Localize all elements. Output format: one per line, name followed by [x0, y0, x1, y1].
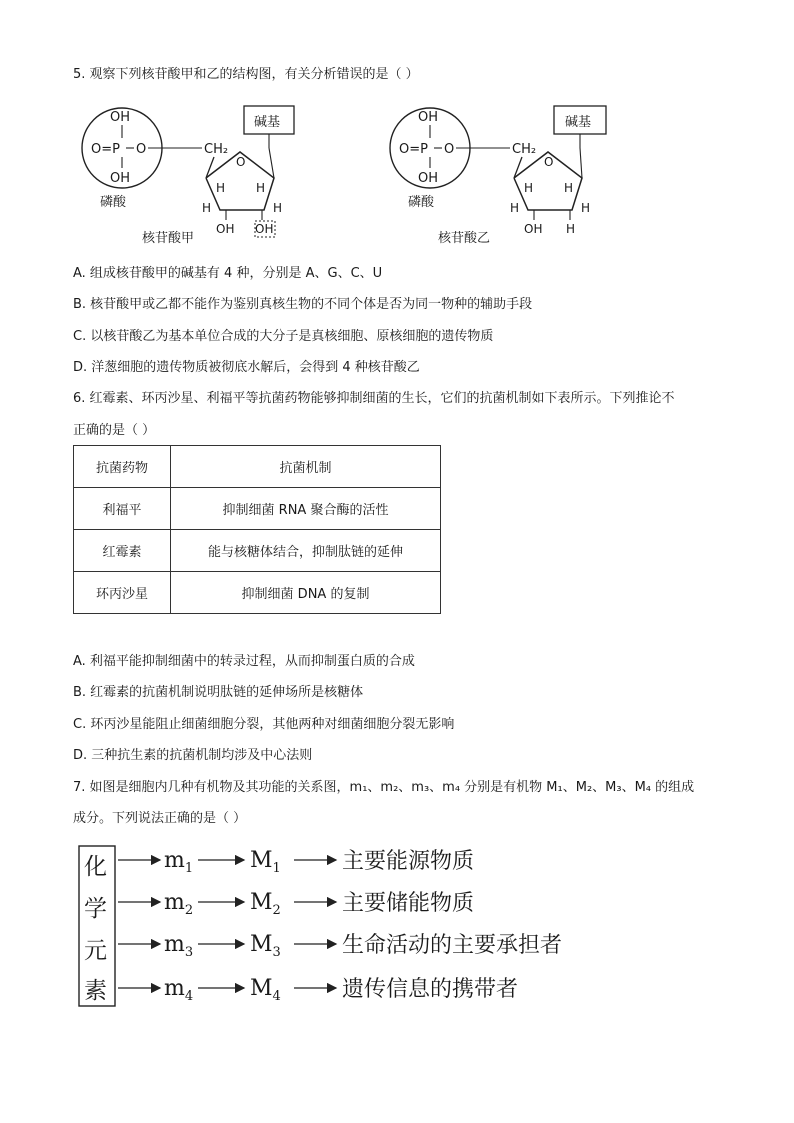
table-header-row: [74, 446, 441, 488]
q6-option-d: D. 三种抗生素的抗菌机制均涉及中心法则: [73, 748, 313, 763]
table-row: [74, 530, 441, 572]
antibiotic-mechanism-table: [73, 445, 441, 614]
h-bottom-right: H: [273, 201, 283, 215]
element-char: 元: [84, 938, 107, 964]
m1-label: $m_1$: [164, 848, 194, 876]
flow-row-1: [118, 848, 474, 876]
table-header: 抗菌机制: [171, 446, 441, 488]
organic-compound-flow-diagram: [74, 840, 634, 1012]
h-left: H: [524, 181, 534, 195]
base-label: 碱基: [254, 115, 281, 130]
M1-label: $M_1$: [250, 848, 281, 876]
q7-stem-line1: 7. 如图是细胞内几种有机物及其功能的关系图，m₁、m₂、m₃、m₄ 分别是有机物 M₁、M₂、M₃、M₄ 的组成: [73, 780, 695, 795]
h-bottom: H: [566, 222, 576, 236]
table-cell: 利福平: [74, 488, 171, 530]
ring-o: O: [544, 155, 554, 169]
table-header: 抗菌药物: [74, 446, 171, 488]
q6-option-a: A. 利福平能抑制细菌中的转录过程，从而抑制蛋白质的合成: [73, 654, 415, 669]
base-label: 碱基: [565, 115, 592, 130]
h-right: H: [256, 181, 266, 195]
flow-row-3: [118, 932, 562, 960]
phosphate-oh-bottom: OH: [418, 171, 439, 186]
phosphate-op: O=P: [91, 142, 120, 157]
phosphate-label: 磷酸: [408, 195, 435, 210]
ch2-label: CH₂: [204, 142, 229, 157]
table-cell: 环丙沙星: [74, 572, 171, 614]
caption-a: 核苷酸甲: [142, 231, 195, 246]
q5-stem: 5. 观察下列核苷酸甲和乙的结构图，有关分析错误的是（ ）: [73, 67, 419, 82]
phosphate-oh-top: OH: [110, 110, 131, 125]
h-right: H: [564, 181, 574, 195]
nucleotide-a-diagram: [74, 100, 304, 250]
q5-option-a: A. 组成核苷酸甲的碱基有 4 种，分别是 A、G、C、U: [73, 266, 383, 281]
element-char: 素: [84, 978, 107, 1004]
m2-label: $m_2$: [164, 890, 194, 918]
ch2-label: CH₂: [512, 142, 537, 157]
oh-left: OH: [216, 222, 235, 236]
m3-label: $m_3$: [164, 932, 194, 960]
table-cell: 红霉素: [74, 530, 171, 572]
oh-right: OH: [255, 222, 274, 236]
phosphate-label: 磷酸: [100, 195, 127, 210]
M2-label: $M_2$: [250, 890, 281, 918]
phosphate-o: O: [444, 142, 455, 157]
q5-option-d: D. 洋葱细胞的遗传物质被彻底水解后，会得到 4 种核苷酸乙: [73, 360, 420, 375]
table-row: [74, 488, 441, 530]
q5-option-b: B. 核苷酸甲或乙都不能作为鉴别真核生物的不同个体是否为同一物种的辅助手段: [73, 297, 533, 312]
M3-label: $M_3$: [250, 932, 281, 960]
q7-stem-line2: 成分。下列说法正确的是（ ）: [73, 811, 247, 826]
h-bottom-left: H: [510, 201, 520, 215]
phosphate-oh-bottom: OH: [110, 171, 131, 186]
caption-b: 核苷酸乙: [438, 231, 491, 246]
q5-option-c: C. 以核苷酸乙为基本单位合成的大分子是真核细胞、原核细胞的遗传物质: [73, 329, 494, 344]
ring-o: O: [236, 155, 246, 169]
flow-row-4: [118, 976, 518, 1004]
phosphate-o: O: [136, 142, 147, 157]
table-row: [74, 572, 441, 614]
phosphate-oh-top: OH: [418, 110, 439, 125]
q6-option-c: C. 环丙沙星能阻止细菌细胞分裂，其他两种对细菌细胞分裂无影响: [73, 717, 455, 732]
function-label: 生命活动的主要承担者: [342, 933, 563, 958]
q6-stem-line2: 正确的是（ ）: [73, 423, 156, 438]
flow-row-2: [118, 890, 474, 918]
function-label: 主要能源物质: [342, 849, 475, 874]
h-left: H: [216, 181, 226, 195]
oh-left: OH: [524, 222, 543, 236]
q6-option-b: B. 红霉素的抗菌机制说明肽链的延伸场所是核糖体: [73, 685, 364, 700]
function-label: 主要储能物质: [342, 891, 475, 916]
element-char: 学: [84, 896, 107, 922]
h-bottom-right: H: [581, 201, 591, 215]
table-cell: 能与核糖体结合，抑制肽链的延伸: [171, 530, 441, 572]
M4-label: $M_4$: [250, 976, 281, 1004]
h-bottom-left: H: [202, 201, 212, 215]
function-label: 遗传信息的携带者: [342, 977, 519, 1002]
element-char: 化: [84, 854, 107, 880]
table-cell: 抑制细菌 DNA 的复制: [171, 572, 441, 614]
table-cell: 抑制细菌 RNA 聚合酶的活性: [171, 488, 441, 530]
nucleotide-b-diagram: [382, 100, 622, 250]
m4-label: $m_4$: [164, 976, 194, 1004]
phosphate-op: O=P: [399, 142, 428, 157]
q6-stem-line1: 6. 红霉素、环丙沙星、利福平等抗菌药物能够抑制细菌的生长，它们的抗菌机制如下表所示。下列推论不: [73, 391, 675, 406]
